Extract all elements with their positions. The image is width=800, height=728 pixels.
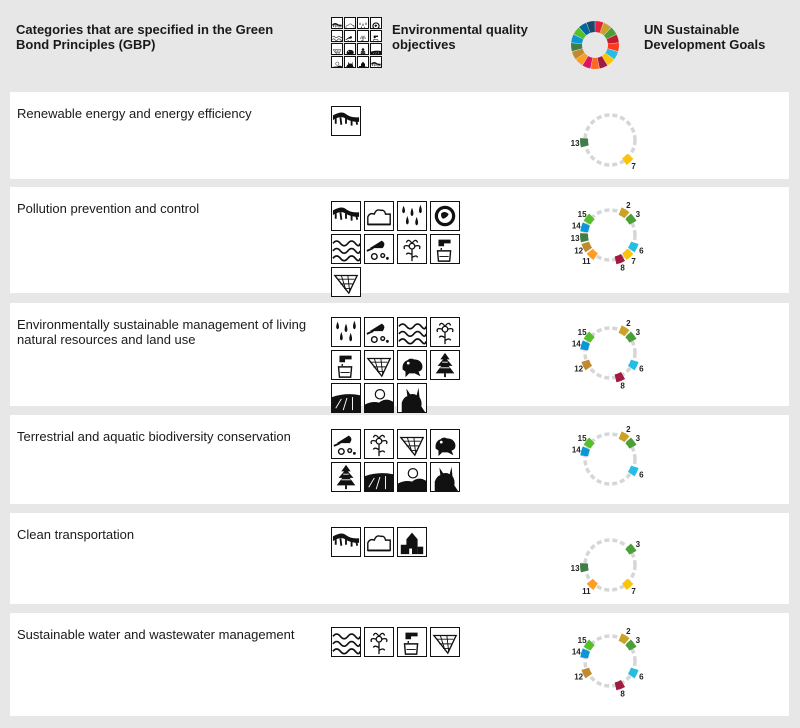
sdg-label-7: 7 [631,586,636,596]
category-title: Environmentally sustainable management of living natural resources and land use [17,317,307,347]
sdg-label-6: 6 [639,470,644,480]
wildlife-icon [397,383,427,413]
marine-icon [364,350,394,380]
sdg-wedge-13 [580,563,589,572]
category-row-clean-transportation [10,513,789,604]
category-row-living-natural-resources [10,303,789,406]
sdg-label-12: 12 [574,246,584,256]
eutrophication-icon [397,317,427,347]
marine-icon [331,267,361,297]
eqo-icons [331,527,471,557]
sdg-label-14: 14 [571,647,581,657]
farmland-icon [364,462,394,492]
frog-icon [344,43,356,55]
forest-icon [430,350,460,380]
sdg-label-13: 13 [570,234,580,244]
climate-icon [370,56,382,68]
sdg-ring [555,623,665,703]
mountain-icon [397,462,427,492]
sdg-ring [555,197,665,277]
sdg-label-11: 11 [582,586,591,596]
wetlands-icon [430,317,460,347]
built-environment-icon [397,527,427,557]
eutrophication-icon [331,234,361,264]
groundwater-icon [397,627,427,657]
climate-icon [331,106,361,136]
groundwater-icon [331,350,361,380]
forest-icon [357,43,369,55]
sdg-label-3: 3 [635,433,641,443]
forest-icon [331,462,361,492]
wetlands-icon [357,30,369,42]
eqo-icons [331,201,471,297]
eqo-icons [331,627,471,657]
sdg-label-7: 7 [631,161,636,171]
sdg-column-title: UN Sustainable Development Goals [644,22,766,52]
sdg-label-2: 2 [626,319,631,329]
sdg-label-11: 11 [582,256,591,266]
sdg-label-8: 8 [620,263,625,273]
sdg-label-6: 6 [639,364,644,374]
built-environment-icon [357,56,369,68]
sdg-label-3: 3 [635,539,641,549]
sdg-label-3: 3 [635,635,641,645]
frog-icon [430,429,460,459]
sdg-label-14: 14 [571,445,581,455]
groundwater-icon [370,30,382,42]
eqo-icons [331,429,471,492]
farmland-icon [331,383,361,413]
farmland-icon [370,43,382,55]
category-title: Terrestrial and aquatic biodiversity conservation [17,429,291,444]
category-row-water-management [10,613,789,716]
wetlands-icon [364,627,394,657]
sdg-label-6: 6 [639,672,644,682]
frog-icon [397,350,427,380]
sdg-label-2: 2 [626,425,631,435]
category-title: Pollution prevention and control [17,201,200,216]
category-row-pollution-prevention [10,187,789,293]
sdg-ring [555,421,665,501]
climate-icon [331,17,343,29]
sdg-wedge-13 [580,138,589,147]
clean-air-icon [344,17,356,29]
marine-icon [331,43,343,55]
toxic-free-icon [344,30,356,42]
clean-air-icon [364,527,394,557]
sdg-wedge-13 [580,233,589,242]
ozone-icon [370,17,382,29]
wetlands-icon [397,234,427,264]
toxic-free-icon [364,234,394,264]
eqo-icons [331,106,471,136]
mountain-icon [331,56,343,68]
sdg-label-15: 15 [577,209,587,219]
eqo-column-title: Environmental quality objectives [392,22,528,52]
sdg-label-7: 7 [631,256,636,266]
acidification-icon [331,317,361,347]
sdg-label-15: 15 [577,635,587,645]
acidification-icon [397,201,427,231]
climate-icon [331,527,361,557]
wildlife-icon [430,462,460,492]
sdg-label-15: 15 [577,327,587,337]
wildlife-icon [344,56,356,68]
sdg-label-13: 13 [570,139,580,149]
sdg-label-3: 3 [635,327,641,337]
category-title: Sustainable water and wastewater management [17,627,295,642]
sdg-label-13: 13 [570,564,580,574]
sdg-ring [555,315,665,395]
sdg-label-6: 6 [639,246,644,256]
sdg-label-3: 3 [635,209,641,219]
toxic-free-icon [364,317,394,347]
gbp-column-title: Categories that are specified in the Green Bond Principles (GBP) [16,22,274,52]
category-row-renewable-energy [10,92,789,179]
sdg-ring [555,527,665,607]
clean-air-icon [364,201,394,231]
groundwater-icon [430,234,460,264]
sdg-label-15: 15 [577,433,587,443]
sdg-label-14: 14 [571,339,581,349]
sdg-label-2: 2 [626,201,631,211]
header [0,0,800,90]
sdg-label-8: 8 [620,381,625,391]
sdg-wheel-logo [570,20,620,70]
sdg-label-12: 12 [574,364,584,374]
ozone-icon [430,201,460,231]
marine-icon [430,627,460,657]
category-title: Clean transportation [17,527,135,542]
eqo-icons [331,317,471,413]
sdg-label-2: 2 [626,627,631,637]
eqo-logo-grid [331,17,382,68]
category-title: Renewable energy and energy efficiency [17,106,252,121]
toxic-free-icon [331,429,361,459]
sdg-label-12: 12 [574,672,584,682]
wetlands-icon [364,429,394,459]
category-row-biodiversity-conservation [10,415,789,504]
eutrophication-icon [331,30,343,42]
sdg-label-14: 14 [571,221,581,231]
marine-icon [397,429,427,459]
eutrophication-icon [331,627,361,657]
sdg-ring [555,102,665,182]
climate-icon [331,201,361,231]
sdg-label-8: 8 [620,689,625,699]
acidification-icon [357,17,369,29]
mountain-icon [364,383,394,413]
